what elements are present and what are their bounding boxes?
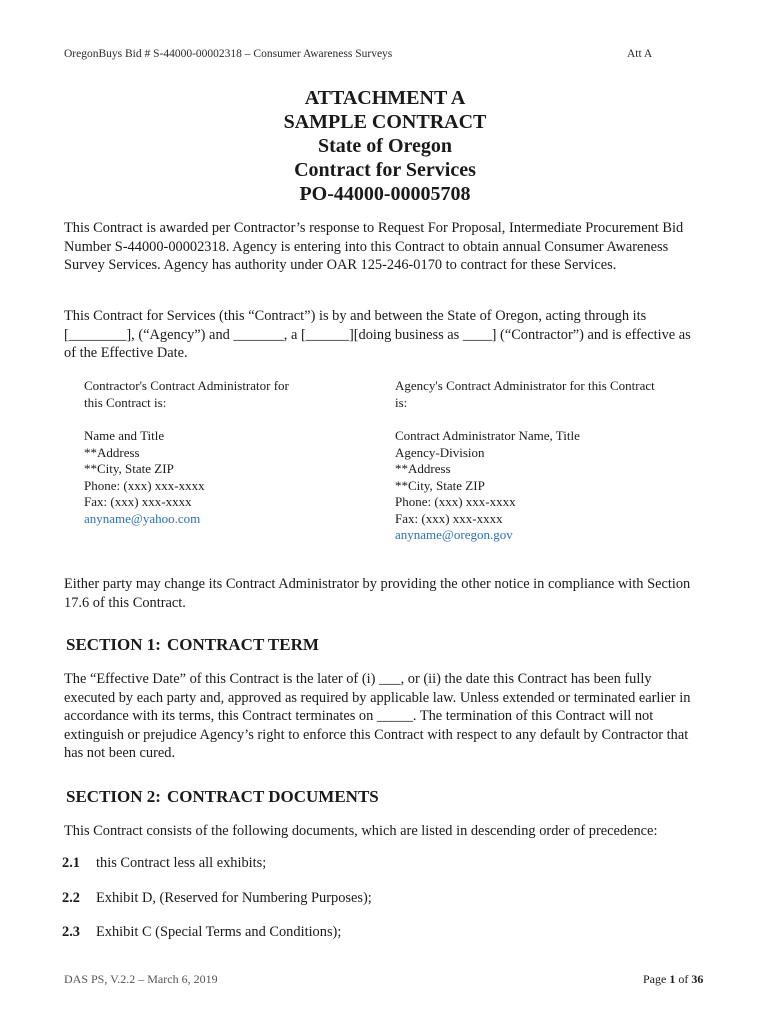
- contractor-admin-line: **Address: [84, 444, 140, 460]
- contractor-admin-heading: this Contract is:: [84, 394, 167, 410]
- section-2-heading: [66, 787, 379, 807]
- contractor-admin-line: Fax: (xxx) xxx-xxxx: [84, 494, 192, 509]
- title-line: Contract for Services: [294, 159, 476, 181]
- section-1-heading: [66, 635, 319, 655]
- contractor-email-link[interactable]: anyname@yahoo.com: [84, 510, 201, 526]
- page-of: of: [675, 972, 692, 986]
- list-item: [62, 890, 372, 907]
- contractor-admin-line: Name and Title: [84, 428, 165, 443]
- section-1-body: The “Effective Date” of this Contract is the later of (i) ___, or (ii) the date this Contract has been fully executed by each party and, approved as required by applicable law. Unless extended or terminated earlier in accordance with its terms, this Contract terminates on _____. The termination of this Contract will not extinguish or prejudice Agency’s right to enforce this Contract with respect to any default by Contractor that has not been cured.: [64, 671, 691, 761]
- agency-admin-line: Contract Administrator Name, Title: [395, 428, 580, 443]
- page-prefix: Page: [643, 972, 670, 986]
- title-line: ATTACHMENT A: [304, 87, 466, 109]
- footer-version: DAS PS, V.2.2 – March 6, 2019: [64, 972, 218, 986]
- section-1-title: CONTRACT TERM: [167, 635, 319, 654]
- section-2-number: SECTION 2:: [66, 787, 161, 806]
- section-2-body: This Contract consists of the following documents, which are listed in descending order of precedence:: [64, 823, 658, 839]
- list-item-text: Exhibit C (Special Terms and Conditions);: [96, 924, 342, 940]
- agency-admin-line: Phone: (xxx) xxx-xxxx: [395, 494, 516, 509]
- section-2-title: CONTRACT DOCUMENTS: [167, 787, 379, 806]
- agency-admin-heading: Agency's Contract Administrator for this Contract: [395, 378, 655, 393]
- intro-paragraph: This Contract is awarded per Contractor’s response to Request For Proposal, Intermediate Procurement Bid Number S-44000-00002318. Agency is entering into this Contract to obtain annual Consumer Awareness Survey Services. Agency has authority under OAR 125-246-0170 to contract for these Services.: [64, 220, 684, 273]
- page-total: 36: [691, 972, 704, 986]
- parties-paragraph: This Contract for Services (this “Contract”) is by and between the State of Oregon, acting through its [________], (“Agency”) and _______, a [______][doing business as ____] (“Contractor”) and is effective as of the Effective Date.: [64, 308, 691, 361]
- title-line: SAMPLE CONTRACT: [283, 111, 487, 133]
- agency-admin-line: **City, State ZIP: [395, 477, 485, 493]
- agency-email-link[interactable]: anyname@oregon.gov: [395, 527, 513, 542]
- agency-admin-line: Agency-Division: [395, 444, 485, 460]
- list-item-number: 2.3: [62, 924, 80, 940]
- list-item-text: Exhibit D, (Reserved for Numbering Purposes);: [96, 890, 372, 906]
- section-1-number: SECTION 1:: [66, 635, 161, 654]
- list-item: [62, 924, 341, 941]
- agency-admin-line: Fax: (xxx) xxx-xxxx: [395, 510, 503, 526]
- contractor-admin-line: Phone: (xxx) xxx-xxxx: [84, 477, 205, 493]
- footer-page-number: [643, 972, 703, 987]
- list-item-text: this Contract less all exhibits;: [96, 855, 267, 871]
- contractor-admin-heading: Contractor's Contract Administrator for: [84, 378, 289, 393]
- list-item-number: 2.1: [62, 855, 80, 871]
- list-item-number: 2.2: [62, 890, 80, 906]
- agency-admin-block: [395, 378, 705, 544]
- document-title: [0, 86, 770, 206]
- header-left: OregonBuys Bid # S-44000-00002318 – Consumer Awareness Surveys: [64, 48, 393, 60]
- change-admin-paragraph: Either party may change its Contract Administrator by providing the other notice in compliance with Section 17.6 of this Contract.: [64, 576, 691, 611]
- title-line: PO-44000-00005708: [299, 183, 471, 205]
- contractor-admin-line: **City, State ZIP: [84, 461, 174, 476]
- title-line: State of Oregon: [317, 135, 453, 157]
- page-current: 1: [669, 972, 676, 986]
- list-item: [62, 855, 266, 872]
- agency-admin-line: **Address: [395, 461, 451, 476]
- agency-admin-heading: is:: [395, 394, 408, 410]
- contractor-admin-block: [84, 378, 354, 527]
- header-right: Att A: [627, 48, 653, 60]
